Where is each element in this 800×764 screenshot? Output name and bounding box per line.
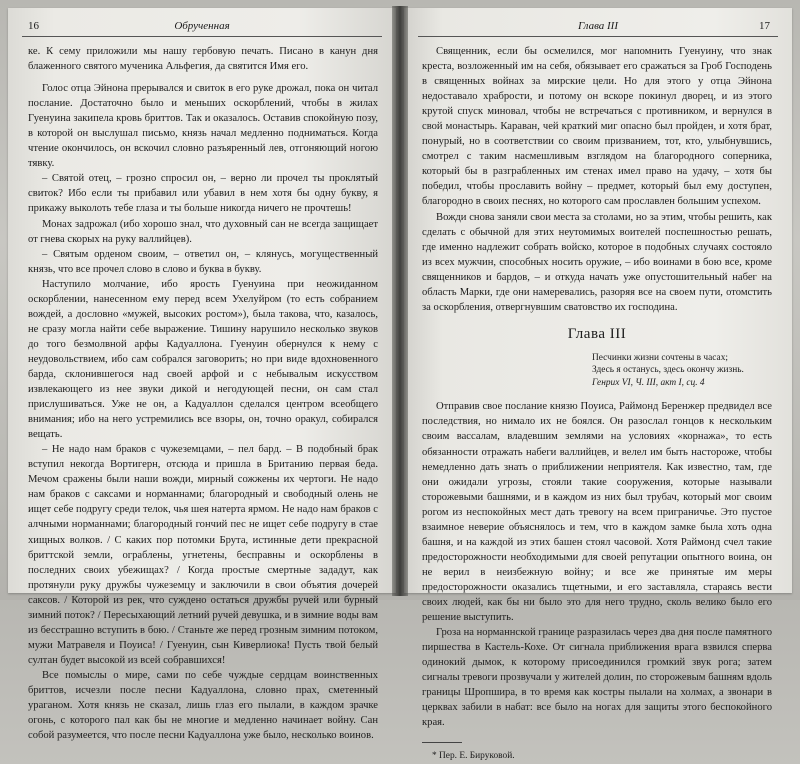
paragraph: Наступило молчание, ибо ярость Гуенуина при неожиданном оскорблении, нанесенном ему перед всем Ухелуйром (то есть собранием вождей, а дословно «мужей, высоких ростом»), была такова, что, казалось, не сразу могла найти себе выражение. Тишину нарушило несколько звуков до того безмолвной арфы Кадуаллона. Гуенуин обернулся к нему с неудовольствием, ибо сам собрался заговорить; но при виде вдохновенного барда, склонившегося над своей арфой и с небывалым искусством извлекающего из нее звуки дикой и негодующей песни, он сам стал прислушиваться. Уже не он, а Кадуаллон сделался центром всеобщего внимания; ибо на него устремились все взоры, он, точно оракул, собирался вещать.	[28, 278, 378, 441]
epigraph-line: Песчинки жизни сочтены в часах;	[592, 352, 728, 363]
footnote-rule	[422, 742, 462, 743]
paragraph: ке. К сему приложили мы нашу гербовую печать. Писано в канун дня блаженного святого мученика Альфегия, да святится Имя его.	[28, 46, 378, 73]
paragraph: Отправив свое послание князю Поуиса, Раймонд Беренжер предвидел все последствия, но нимало их не боялся. Он разослал гонцов к нескольким своим вассалам, владевшим землями на условиях «корнажа», то есть обязанности отражать набеги валлийцев, и велел им быть настороже, чтобы немедленно дать знать о приближении неприятеля. Как известно, там, где они ожидали угрозы, стояли такие сооружения, которые называли сторожевыми башнями, и в каждом из них был трубач, который мог своим рогом из неспокойных мест дать тревогу на всем приграничье. Это пустое взаимное неверие объяснялось и тем, что в каждом замке была хоть одна башня, и на каждой из этих башен стоял часовой. Хотя Раймонд счел такие предосторожности необходимыми для своей репутации опытного воина, он не верил в неизбежную войну; и все же принятые им меры предосторожности оказались тщетными, и его заставляла, стараясь вести своих людей, как бы ни было это для него трудно, сколь велико было его решение выступить.	[422, 401, 772, 624]
paragraph: Голос отца Эйнона прерывался и свиток в его руке дрожал, пока он читал послание. Достаточно было и меньших оскорблений, чтобы в жилах Гуенуина закипела кровь бриттов. Так и оказалось. Оставив спокойную позу, в которой он выслушал письмо, князь начал медленно подниматься. Когда чтение окончилось, он вскочил словно разъяренный лев, отгоняющий ногою тявку.	[28, 83, 378, 170]
paragraph: – Не надо нам браков с чужеземцами, – пел бард. – В подобный брак вступил некогда Вортигерн, отсюда и пришла в Британию первая беда. Мечом сражены были наши вожди, мирный сожжены их чертоги. Не надо нам браков с саксами и норманнами; благородный и свободный олень не ищет себе подругу среди телок, чья шея натерта ярмом. Не надо нам браков с алчными норманнами; благородный гончий пес не ищет себе подругу в стае хищных волков. / С каких пор потомки Брута, истинные дети прекрасной бриттской земли, ограблены, угнетены, бесправны и оскорблены в последних своих убежищах? / Когда простые смертные зададут, как протянули руку дружбы чужеземцу и заключили в свои объятия дочерей саксов. / Которой из рек, что суждено остаться дружбы ручей или бурный зимний поток? / Пересыхающий летний ручей девушка, и в зимние воды вам из бесстрашно вступить в бою. / Станьте же перед грозным зимним потоком, мужи Матравеля и Поуиса! / Гуенуин, сын Киверлиока! Пусть твой белый султан будет высокой из всей собравшихся!	[28, 444, 379, 666]
paragraph: – Святым орденом своим, – ответил он, – клянусь, могущественный князь, что все прочел слово в слово и буква в букву.	[28, 248, 378, 275]
epigraph-source: Генрих VI, Ч. III, акт I, сц. 4	[592, 377, 705, 388]
paragraph: Священник, если бы осмелился, мог напомнить Гуенуину, что знак креста, возложенный им на себя, обязывает его сражаться за Гроб Господень в священных войнах за мирские цели. Но для этого у отца Эйнона недоставало храбрости, и потому он вскоре покинул дворец, и из этого крутой спуск миновал, чтобы не встречаться с противником, и вернулся в свой монастырь. Караван, чей краткий миг опасно был пройден, и хотя брат, понурый, но в соответствии со своим призванием, тот, кто, улыбнувшись, смотрел с таким насмешливым взглядом на благородного соперника, который бы в разграбленных им стенах имел право на удачу, – хотя бы победил, чтобы прославить войну – предмет, который был ему доступен, благородно в своих песнях, но которого сам прославлен большим успехом.	[422, 46, 772, 208]
paragraph: Монах задрожал (ибо хорошо знал, что духовный сан не всегда защищает от гнева скорых на руку валлийцев).	[28, 218, 378, 245]
left-page-text	[28, 44, 378, 743]
paragraph: Все помыслы о мире, сами по себе чуждые сердцам воинственных бриттов, исчезли после песни Кадуаллона, словно прах, сметенный ураганом. Хотя князь не сказал, лишь глаз его пылали, в каждом зрачке огонь, с которого пал как бы не многие и медленно начинает войну. Сан собой разумеется, что после песни Кадуаллона уже было, несколько воинов.	[28, 669, 378, 742]
book-gutter	[392, 6, 408, 596]
epigraph	[592, 352, 772, 390]
right-page-number: 17	[759, 20, 770, 32]
paragraph: – Святой отец, – грозно спросил он, – верно ли прочел ты проклятый свиток? Ибо если ты прибавил или убавил в нем хотя бы одну букву, я прикажу выколоть тебе глаза и ты больше никогда ничего не прочтешь!	[28, 173, 378, 215]
chapter-heading: Глава III	[567, 325, 627, 342]
left-running-title: Обрученная	[174, 20, 230, 32]
right-page-text	[422, 44, 772, 764]
right-running-header	[418, 20, 778, 37]
right-running-title: Глава III	[577, 20, 619, 32]
epigraph-line: Здесь я останусь, здесь окончу жизнь.	[592, 365, 744, 376]
right-page	[404, 8, 792, 762]
paragraph: Гроза на норманнской границе разразилась через два дня после памятного пиршества в Кастель-Кохе. От сигнала приближения врага взвился сперва одинокий дымок, к которому присоединился громкий звук рога; затем сигналы тревоги прозвучали у жителей долин, по сторожевым башням вдоль границы Шропшира, в то время как костры пылали на холмах, а звонари в церквах забили в набат: все было на ногах для защиты этого беспокойного края.	[422, 627, 772, 729]
left-page-number: 16	[28, 20, 39, 32]
left-page	[8, 8, 396, 742]
paragraph: Вожди снова заняли свои места за столами, но за этим, чтобы решить, как сделать с обычной для этих неутомимых воителей поспешностью решать, где именно надлежит собрать войско, которое в подобных случаях состояло из всех мужчин, способных носить оружие, – ибо воинами в бою все, кроме священников и бардов, – и откуда начать уже опустошительный набег на область Марки, где они намеревались, разоряя все на своем пути, отомстить за оскорбления, отвергнувшим сватовство их господина.	[422, 211, 772, 313]
left-running-header	[22, 20, 382, 37]
footnote: * Пер. Е. Бируковой.	[432, 751, 515, 762]
